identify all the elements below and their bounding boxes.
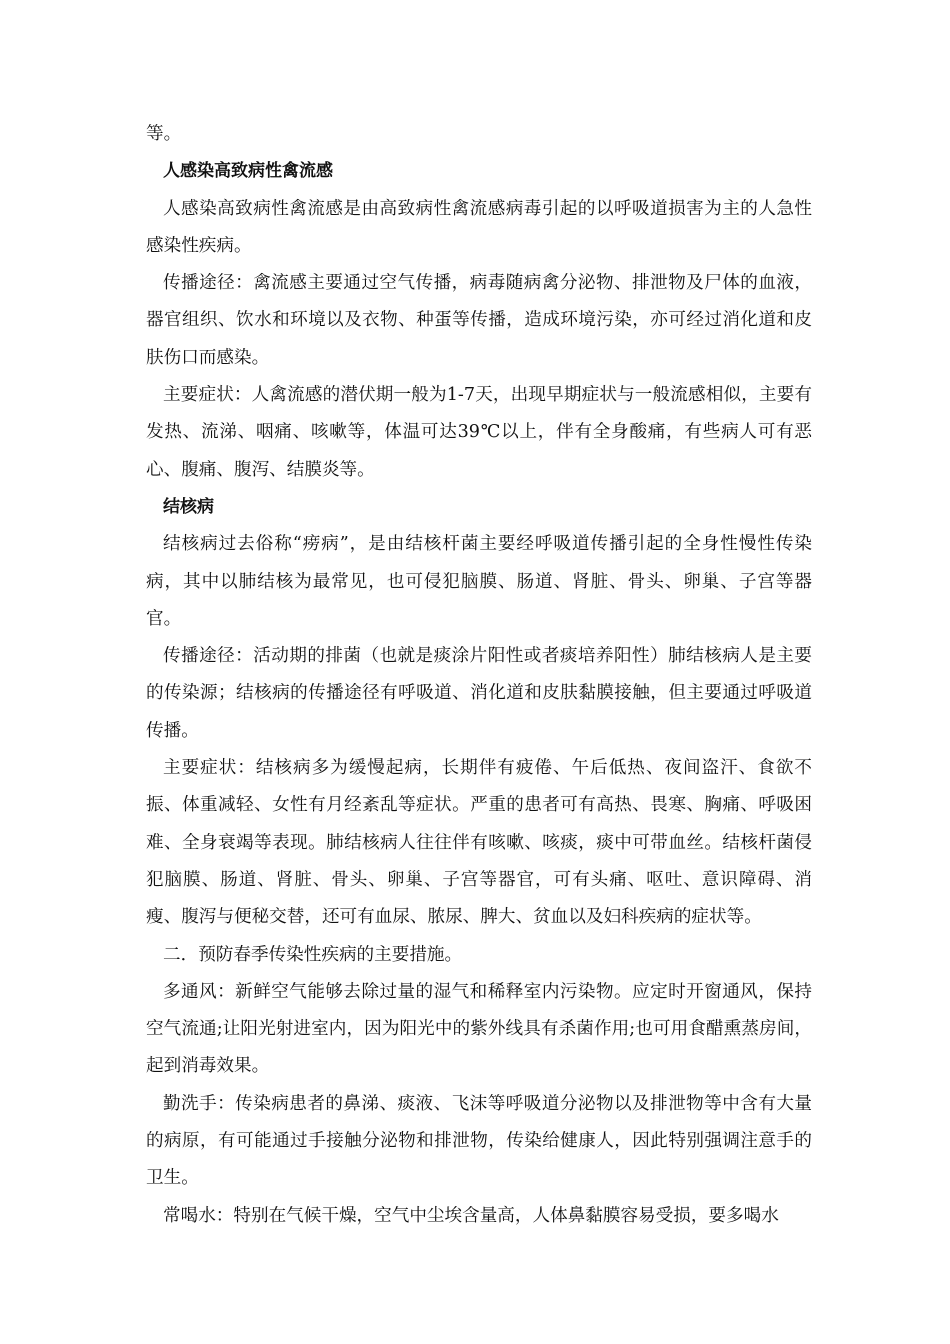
tuberculosis-symptoms: 主要症状：结核病多为缓慢起病，长期伴有疲倦、午后低热、夜间盗汗、食欲不振、体重减轻、女性有月经紊乱等症状。严重的患者可有高热、畏寒、胸痛、呼吸困难、全身衰竭等表现。肺结核病人往往伴有咳嗽、咳痰，痰中可带血丝。结核杆菌侵犯脑膜、肠道、肾脏、骨头、卵巢、子宫等器官，可有头痛、呕吐、意识障碍、消瘦、腹泻与便秘交替，还可有血尿、脓尿、脾大、贫血以及妇科疾病的症状等。 xyxy=(146,758,812,928)
tuberculosis-heading: 结核病 xyxy=(163,496,214,517)
prevention-drink-water: 常喝水：特别在气候干燥，空气中尘埃含量高，人体鼻黏膜容易受损，要多喝水 xyxy=(163,1205,779,1226)
prevention-ventilation: 多通风：新鲜空气能够去除过量的湿气和稀释室内污染物。应定时开窗通风，保持空气流通;让阳光射进室内，因为阳光中的紫外线具有杀菌作用;也可用食醋熏蒸房间，起到消毒效果。 xyxy=(146,981,812,1077)
document-body xyxy=(146,116,812,1235)
avian-flu-symptoms: 主要症状：人禽流感的潜伏期一般为1-7天，出现早期症状与一般流感相似，主要有发热、流涕、咽痛、咳嗽等，体温可达39℃以上，伴有全身酸痛，有些病人可有恶心、腹痛、腹泻、结膜炎等。 xyxy=(146,385,812,480)
tuberculosis-definition: 结核病过去俗称“痨病”，是由结核杆菌主要经呼吸道传播引起的全身性慢性传染病，其中以肺结核为最常见，也可侵犯脑膜、肠道、肾脏、骨头、卵巢、子宫等器官。 xyxy=(146,534,812,629)
continuation-text: 等。 xyxy=(146,124,182,144)
avian-flu-definition: 人感染高致病性禽流感是由高致病性禽流感病毒引起的以呼吸道损害为主的人急性感染性疾病。 xyxy=(146,198,812,256)
tuberculosis-transmission: 传播途径：活动期的排菌（也就是痰涂片阳性或者痰培养阳性）肺结核病人是主要的传染源；结核病的传播途径有呼吸道、消化道和皮肤黏膜接触，但主要通过呼吸道传播。 xyxy=(146,646,812,741)
avian-flu-heading: 人感染高致病性禽流感 xyxy=(163,161,333,182)
avian-flu-transmission: 传播途径：禽流感主要通过空气传播，病毒随病禽分泌物、排泄物及尸体的血液，器官组织、饮水和环境以及衣物、种蛋等传播，造成环境污染，亦可经过消化道和皮肤伤口而感染。 xyxy=(146,273,812,368)
prevention-handwashing: 勤洗手：传染病患者的鼻涕、痰液、飞沫等呼吸道分泌物以及排泄物等中含有大量的病原，有可能通过手接触分泌物和排泄物，传染给健康人，因此特别强调注意手的卫生。 xyxy=(146,1093,812,1189)
prevention-heading: 二．预防春季传染性疾病的主要措施。 xyxy=(163,944,463,965)
